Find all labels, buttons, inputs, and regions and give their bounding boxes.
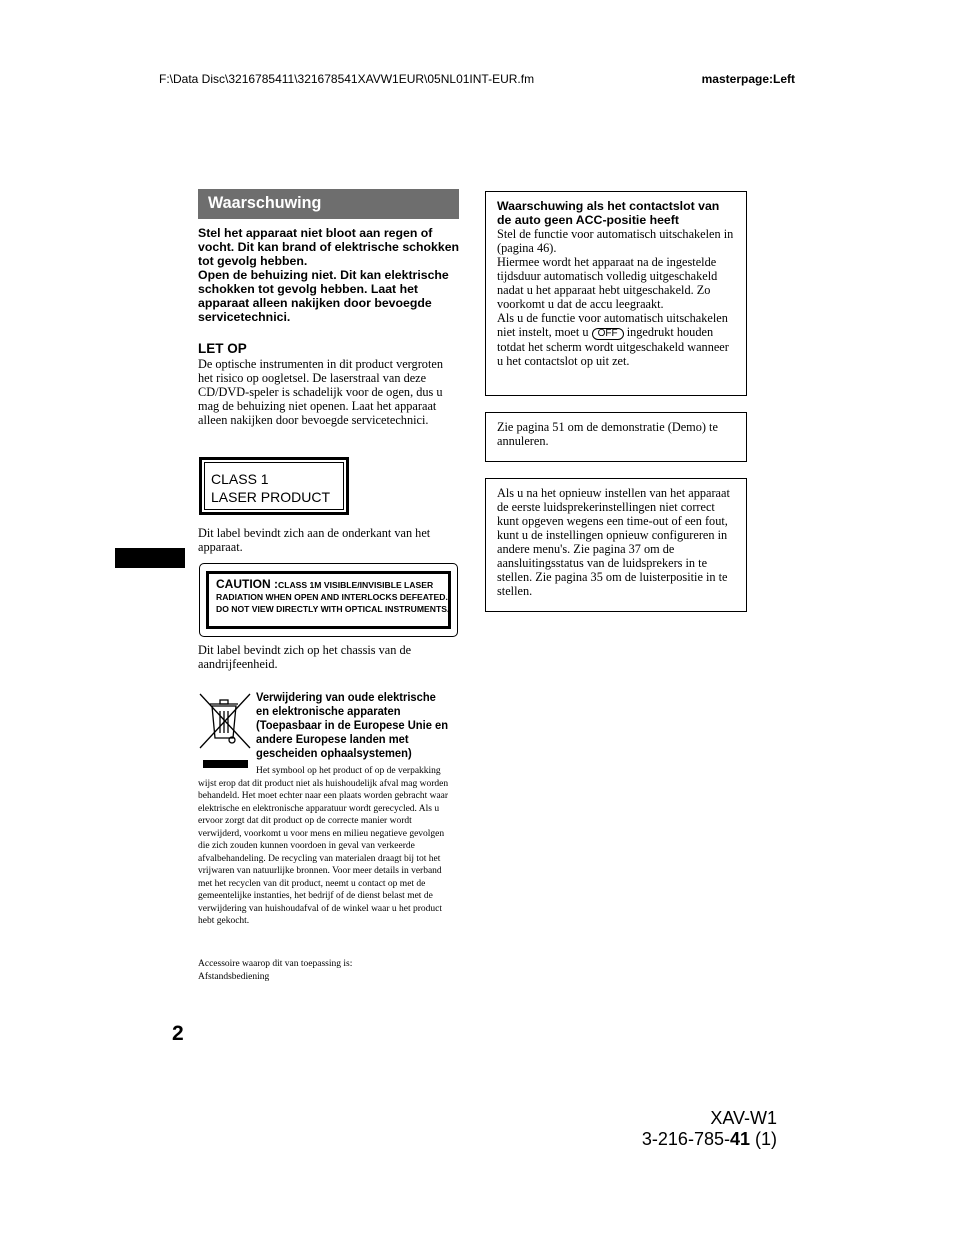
caution-line1: CLASS 1M VISIBLE/INVISIBLE LASER [278, 580, 434, 590]
off-key-icon: OFF [592, 328, 624, 340]
weee-heading-line: (Toepasbaar in de Europese Unie en [256, 718, 449, 732]
acc-warning-p1: Stel de functie voor automatisch uitschakelen in (pagina 46). [497, 227, 734, 255]
acc-warning-heading: Waarschuwing als het contactslot van de auto geen ACC-positie heeft [497, 199, 720, 227]
page-number: 2 [172, 1022, 184, 1045]
class1-line2: LASER PRODUCT [211, 489, 331, 505]
speaker-settings-text: Als u na het opnieuw instellen van het apparaat de eerste luidsprekerinstellingen niet correct kunt opgeven wegens een time-out of een fout, kunt u de instellingen opnieuw configureren in andere menu's. Zie pagina 37 om de aansluitingsstatus van de luidsprekers in te stellen. Zie pagina 35 om de luisterpositie in te stellen. [497, 486, 730, 598]
section-tab-marker [115, 548, 185, 568]
weee-body: Het symbool op het product of op de verpakking wijst erop dat dit product niet als huishoudelijk afval mag worden behandeld. Het moet echter naar een plaats worden gebracht waar elektrische en elektronische apparatuur wordt gerecycled. Als u ervoor zorgt dat dit product op de correcte manier wordt verwijderd, voorkomt u voor mens en milieu negatieve gevolgen die zich zouden kunnen voordoen in geval van verkeerde afvalbehandeling. De recycling van materialen draagt bij tot het vrijwaren van natuurlijke bronnen. Voor meer details in verband met het recyclen van dit product, neemt u contact op met de gemeentelijke instanties, het bedrijf of de dienst belast met de verwijdering van huishoudafval of de winkel waar u het product hebt gekocht. [198, 766, 449, 926]
weee-heading-line: Verwijdering van oude elektrische [256, 690, 436, 704]
accessory-value: Afstandsbediening [198, 971, 270, 982]
acc-warning-p3-before: Als u de functie voor automatisch uitschakelen niet instelt, moet u [497, 311, 728, 339]
model-code-suffix: (1) [750, 1129, 777, 1149]
caution-line3: DO NOT VIEW DIRECTLY WITH OPTICAL INSTRUMENTS. [216, 604, 450, 614]
model-info [642, 1108, 777, 1150]
demo-box [485, 412, 747, 462]
weee-heading-line: en elektronische apparaten [256, 704, 401, 718]
weee-accessory [198, 958, 450, 983]
acc-warning-box [485, 191, 747, 396]
caution-line2: RADIATION WHEN OPEN AND INTERLOCKS DEFEATED. [216, 592, 448, 602]
caution-caption: Dit label bevindt zich op het chassis van de aandrijfeenheid. [198, 643, 412, 671]
caution-word: CAUTION : [216, 577, 278, 591]
class1-caption: Dit label bevindt zich aan de onderkant van het apparaat. [198, 526, 431, 554]
model-code [642, 1129, 777, 1150]
section-title: Waarschuwing [208, 193, 322, 212]
warning-text [198, 226, 460, 324]
crossed-out-wheelie-bin-icon [198, 692, 252, 750]
weee-heading-line: andere Europese landen met [256, 732, 409, 746]
model-code-bold: 41 [729, 1129, 750, 1149]
warning-paragraph-2: Open de behuizing niet. Dit kan elektrische schokken tot gevolg hebben. Laat het apparaat alleen nakijken door bevoegde servicetechnici. [198, 268, 449, 324]
class1-line1: CLASS 1 [211, 471, 269, 487]
model-name: XAV-W1 [710, 1108, 777, 1128]
acc-warning-p3 [497, 311, 736, 368]
warning-paragraph-1: Stel het apparaat niet bloot aan regen of vocht. Dit kan brand of elektrische schokken tot gevolg hebben. [198, 226, 460, 268]
model-code-prefix: 3-216-785- [641, 1129, 730, 1149]
weee-heading-line: gescheiden ophaalsystemen) [256, 746, 412, 760]
acc-warning-p2: Hiermee wordt het apparaat na de ingestelde tijdsduur automatisch volledig uitgeschakeld nadat u het apparaat hebt uitgeschakeld. Zo voorkomt u dat de accu leegraakt. [497, 255, 718, 311]
caution-laser-label [199, 563, 458, 637]
accessory-label: Accessoire waarop dit van toepassing is: [198, 959, 353, 969]
demo-text: Zie pagina 51 om de demonstratie (Demo) te annuleren. [497, 420, 718, 448]
file-path: F:\Data Disc\3216785411\321678541XAVW1EUR\05NL01INT-EUR.fm [159, 72, 535, 86]
section-title-bar [198, 189, 459, 219]
masterpage-label: masterpage:Left [701, 72, 795, 86]
acc-warning-p3-after: ingedrukt houden totdat het scherm wordt uitgeschakeld wanneer u het contactslot op uit zet. [497, 325, 729, 368]
speaker-settings-box [485, 478, 747, 612]
weee-heading [256, 690, 449, 760]
let-op-text: De optische instrumenten in dit product vergroten het risico op oogletsel. De laserstraal van deze CD/DVD-speler is schadelijk voor de ogen, dus u mag de behuizing niet openen. Laat het apparaat alleen nakijken door bevoegde servicetechnici. [198, 357, 443, 427]
let-op-heading: LET OP [198, 341, 247, 356]
class1-laser-label [199, 457, 349, 515]
